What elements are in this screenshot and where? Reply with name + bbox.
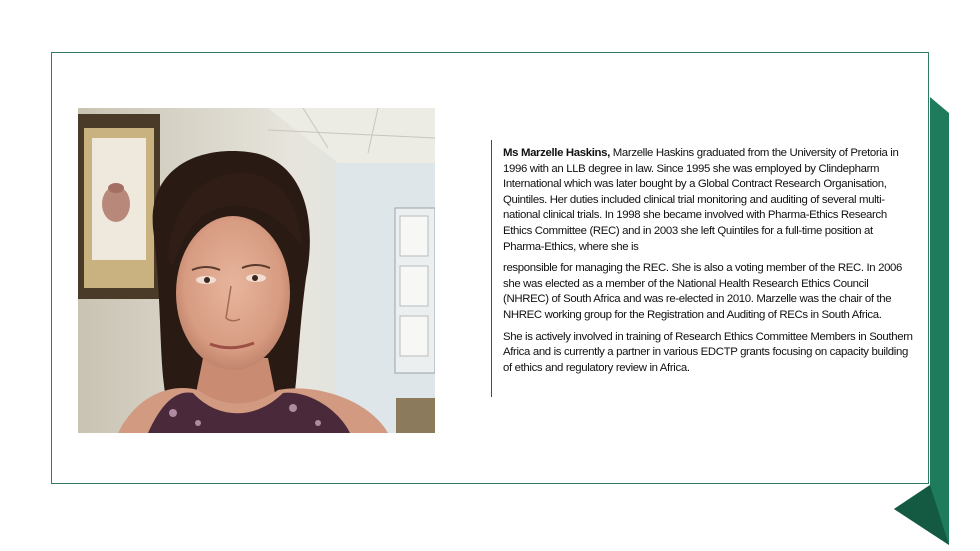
bio-paragraph-3: She is actively involved in training of Research Ethics Committee Members in Southern Africa and is currently a partner in various EDCTP grants focusing on capacity building of ethics and regulatory review in Africa. [503,330,913,374]
biography-text [503,146,915,382]
bio-paragraph-1-text: Marzelle Haskins graduated from the University of Pretoria in 1996 with an LLB degree in law. Since 1995 she was employed by Clindepharm International which was later bought by a Global Contract Research Organisation, Quintiles. Her duties included clinical trial monitoring and auditing of several multi-national clinical trials. In 1998 she became involved with Pharma-Ethics Research Ethics Committee (REC) and in 2003 she left Quintiles for a full-time position at Pharma-Ethics, where she is [503,147,899,253]
person-name: Ms Marzelle Haskins, [503,147,610,159]
bio-divider [491,140,492,397]
bio-paragraph-1 [503,146,915,255]
portrait-photo [78,108,435,433]
bio-paragraph-2: responsible for managing the REC. She is also a voting member of the REC. In 2006 she was elected as a member of the National Health Research Ethics Council (NHREC) of South Africa and was re-elected in 2010. Marzelle was the chair of the NHREC working group for the Registration and Auditing of RECs in South Africa. [503,262,903,321]
